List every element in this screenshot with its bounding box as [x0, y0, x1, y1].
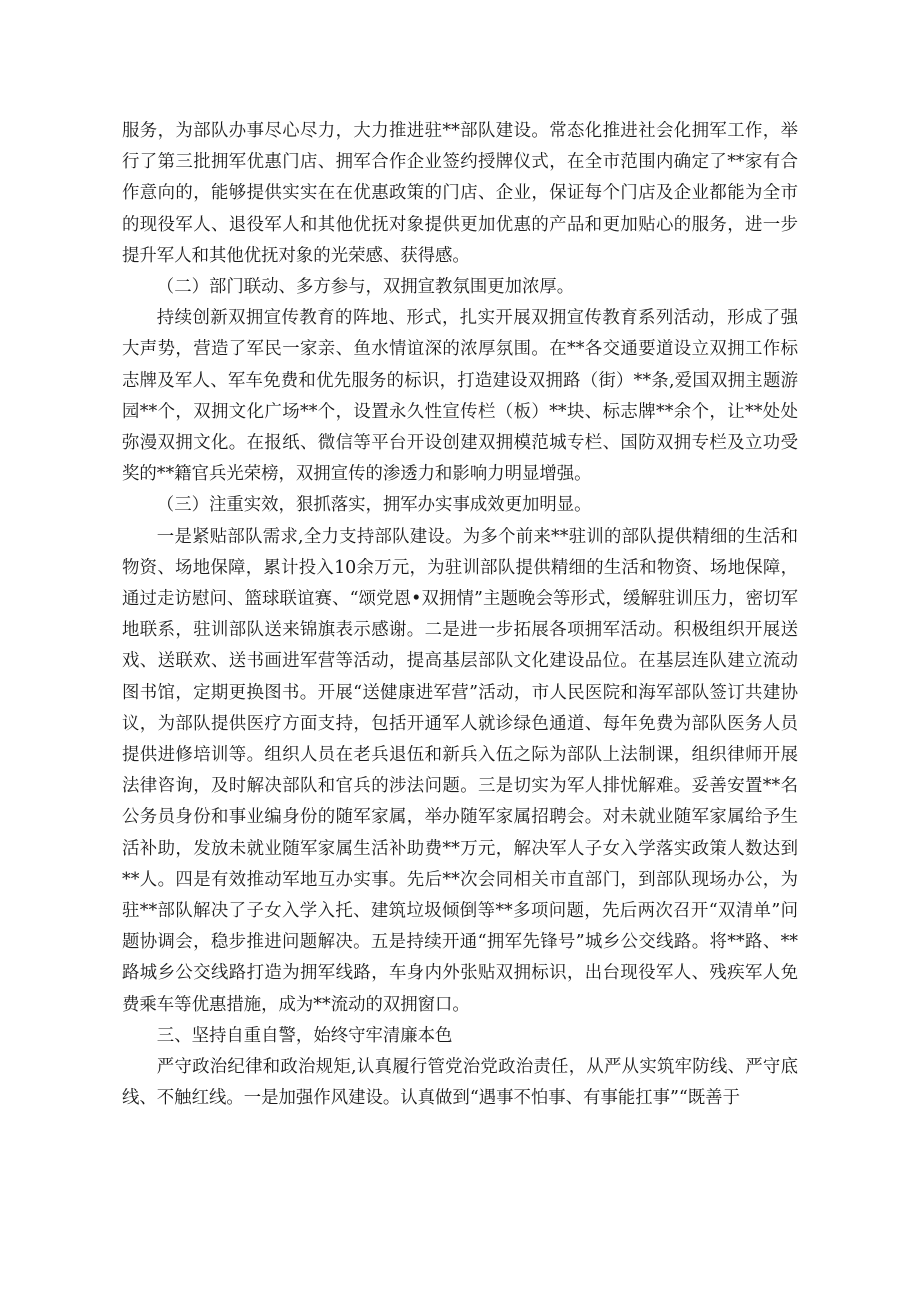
section-heading-integrity: 三、坚持自重自警，始终守牢清廉本色 [156, 1025, 453, 1046]
paragraph-practical-results: 一是紧贴部队需求,全力支持部队建设。为多个前来**驻训的部队提供精细的生活和物资、场地保障，累计投入10余万元，为驻训部队提供精细的生活和物资、场地保障，通过走访慰问、篮球联谊赛、“颂党恩•双拥情”主题晚会等形式，缓解驻训压力，密切军地联系，驻训部队送来锦旗表示感谢。二是进一步拓展各项拥军活动。积极组织开展送戏、送联欢、送书画进军营等活动，提高基层部队文化建设品位。在基层连队建立流动图书馆，定期更换图书。开展“送健康进军营”活动，市人民医院和海军部队签订共建协议，为部队提供医疗方面支持，包括开通军人就诊绿色通道、每年免费为部队医务人员提供进修培训等。组织人员在老兵退伍和新兵入伍之际为部队上法制课，组织律师开展法律咨询，及时解决部队和官兵的涉法问题。三是切实为军人排忧解难。妥善安置**名公务员身份和事业编身份的随军家属，举办随军家属招聘会。对未就业随军家属给予生活补助，发放未就业随军家属生活补助费**万元，解决军人子女入学落实政策人数达到**人。四是有效推动军地互办实事。先后**次会同相关市直部门，到部队现场办公，为驻**部队解决了子女入学入托、建筑垃圾倾倒等**多项问题，先后两次召开“双清单”问题协调会，稳步推进问题解决。五是持续开通“拥军先锋号”城乡公交线路。将**路、**路城乡公交线路打造为拥军线路，车身内外张贴双拥标识，出台现役军人、残疾军人免费乘车等优惠措施，成为**流动的双拥窗口。 [122, 526, 798, 1015]
paragraph-publicity: 持续创新双拥宣传教育的阵地、形式，扎实开展双拥宣传教育系列活动，形成了强大声势，营造了军民一家亲、鱼水情谊深的浓厚氛围。在**各交通要道设立双拥工作标志牌及军人、军车免费和优先服务的标识，打造建设双拥路（街）**条,爱国双拥主题游园**个，双拥文化广场**个，设置永久性宣传栏（板）**块、标志牌**余个，让**处处弥漫双拥文化。在报纸、微信等平台开设创建双拥模范城专栏、国防双拥专栏及立功受奖的**籍官兵光荣榜，双拥宣传的渗透力和影响力明显增强。 [122, 308, 798, 485]
section-heading-publicity: （二）部门联动、多方参与，双拥宣教氛围更加浓厚。 [156, 277, 575, 298]
document-body [122, 116, 798, 1115]
section-heading-practical-results: （三）注重实效，狠抓落实，拥军办实事成效更加明显。 [156, 495, 592, 516]
paragraph-integrity: 严守政治纪律和政治规矩,认真履行管党治党政治责任，从严从实筑牢防线、严守底线、不触红线。一是加强作风建设。认真做到“遇事不怕事、有事能扛事”“既善于 [122, 1057, 798, 1109]
paragraph-continued-service: 服务，为部队办事尽心尽力，大力推进驻**部队建设。常态化推进社会化拥军工作，举行了第三批拥军优惠门店、拥军合作企业签约授牌仪式，在全市范围内确定了**家有合作意向的，能够提供实实在在优惠政策的门店、企业，保证每个门店及企业都能为全市的现役军人、退役军人和其他优抚对象提供更加优惠的产品和更加贴心的服务，进一步提升军人和其他优抚对象的光荣感、获得感。 [122, 121, 798, 266]
